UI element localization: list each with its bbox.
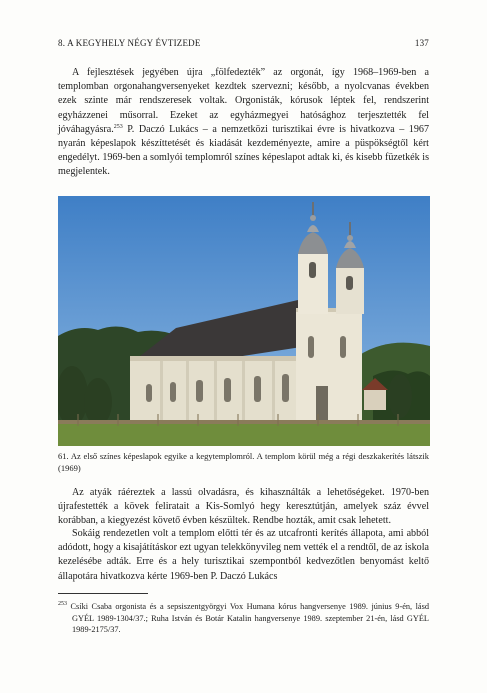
church-facade bbox=[296, 308, 362, 426]
footnote-divider bbox=[58, 593, 148, 594]
chapter-title: 8. A KEGYHELY NÉGY ÉVTIZEDE bbox=[58, 38, 201, 48]
page-number: 137 bbox=[414, 38, 429, 48]
lawn bbox=[58, 422, 430, 446]
footnote-text: Csíki Csaba orgonista és a sepsiszentgyörgyi Vox Humana kórus hangversenye 1989. június 9-én, lásd GYÉL 1989-1304/37.; Ruha István és Botár Katalin hangversenye 1989. szeptember 21-én, lásd GYÉL 1989-2175/37. bbox=[67, 602, 429, 634]
paragraph-church-square: Sokáig rendezetlen volt a templom előtti tér és az utcafronti kerítés állapota, ami abból adódott, hogy a kisajátításkor ezt ugyan telekkönyvileg nem vették el a rendtől, de az iskola kezelésébe adták. Erre és a hely turisztikai szempontból kedvezőtlen benyomást keltő állapotára hivatkozva kérte 1969-ben P. Daczó Lukács bbox=[58, 528, 429, 582]
paragraph-restoration: Az atyák ráéreztek a lassú olvadásra, és kihasználták a lehetőségeket. 1970-ben újrafestették a kövek feliratait a Kis-Somlyó hegy keresztútján, amelyek száz évvel korábban, a kiegyezést követő évben készültek. Rendbe hozták, amit csak lehetett. bbox=[58, 487, 429, 527]
church-nave bbox=[130, 356, 306, 424]
tower-right bbox=[336, 268, 364, 314]
church-photo bbox=[58, 196, 430, 446]
running-header bbox=[58, 38, 429, 48]
figure-caption: 61. Az első színes képeslapok egyike a kegytemplomról. A templom körül még a régi deszkakerítés látszik (1969) bbox=[58, 451, 429, 473]
paragraph-organ-concerts bbox=[58, 66, 429, 180]
paragraph-text: A fejlesztések jegyében újra „fölfedezték” az orgonát, így 1968–1969-ben a templomban orgonahangversenyeket kezdtek szervezni; később, a nyolcvanas években ezek szinte már rendszeresek voltak. Orgonisták, kórusok léptek fel, rendszerint egyházzenei műsorral. Ezeket az egyházmegyei hatósághoz terjesztették fel jóváhagyásra. bbox=[58, 67, 429, 135]
wooden-fence bbox=[58, 420, 430, 424]
footnote-number: 253 bbox=[58, 601, 67, 607]
paragraph-text: P. Daczó Lukács – a nemzetközi turisztikai évre is hivatkozva – 1967 nyarán képeslapok készíttetését és kiadását kezdeményezte, amire a püspökségtől kért engedélyt. 1969-ben a somlyói templomról színes képeslapot adtak ki, és kisebb füzetkék is megjelentek. bbox=[58, 123, 429, 178]
footnote bbox=[58, 601, 429, 636]
footnote-reference[interactable]: 253 bbox=[113, 123, 123, 130]
